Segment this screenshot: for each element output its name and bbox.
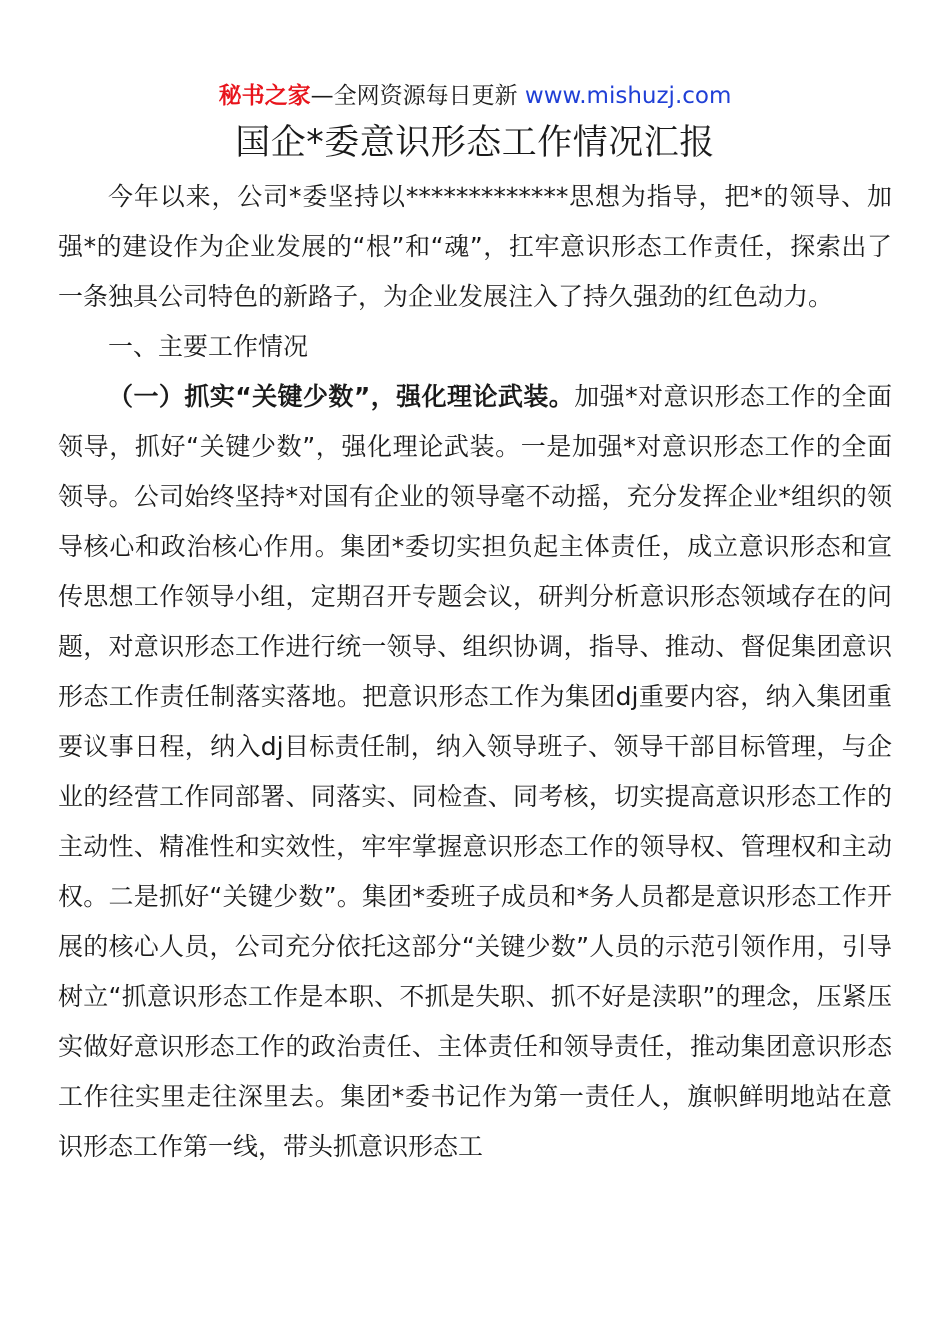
subsection-lead: （一）抓实“关键少数”，强化理论武装。 xyxy=(108,382,575,411)
intro-paragraph: 今年以来，公司*委坚持以*************思想为指导，把*的领导、加强*的建设作为企业发展的“根”和“魂”，扛牢意识形态工作责任，探索出了一条独具公司特色的新路子，为企业发展注入了持久强劲的红色动力。 xyxy=(58,182,892,311)
section-heading: 一、主要工作情况 xyxy=(108,332,309,361)
watermark-url: www.mishuzj.com xyxy=(517,83,732,109)
subsection-body: 加强*对意识形态工作的全面领导，抓好“关键少数”，强化理论武装。一是加强*对意识形态工作的全面领导。公司始终坚持*对国有企业的领导毫不动摇，充分发挥企业*组织的领导核心和政治核心作用。集团*委切实担负起主体责任，成立意识形态和宣传思想工作领导小组，定期召开专题会议，研判分析意识形态领域存在的问题，对意识形态工作进行统一领导、组织协调，指导、推动、督促集团意识形态工作责任制落实落地。把意识形态工作为集团dj重要内容，纳入集团重要议事日程，纳入dj目标责任制，纳入领导班子、领导干部目标管理，与企业的经营工作同部署、同落实、同检查、同考核，切实提高意识形态工作的主动性、精准性和实效性，牢牢掌握意识形态工作的领导权、管理权和主动权。二是抓好“关键少数”。集团*委班子成员和*务人员都是意识形态工作开展的核心人员，公司充分依托这部分“关键少数”人员的示范引领作用，引导树立“抓意识形态工作是本职、不抓是失职、抓不好是渎职”的理念，压紧压实做好意识形态工作的政治责任、主体责任和领导责任，推动集团意识形态工作往实里走往深里去。集团*委书记作为第一责任人，旗帜鲜明地站在意识形态工作第一线，带头抓意识形态工 xyxy=(58,382,892,1161)
watermark-brand: 秘书之家 xyxy=(218,83,311,109)
watermark-slogan: —全网资源每日更新 xyxy=(310,83,518,109)
document-title: 国企*委意识形态工作情况汇报 xyxy=(235,123,715,163)
site-watermark-header xyxy=(58,78,892,114)
subsection-paragraph xyxy=(58,372,892,1172)
